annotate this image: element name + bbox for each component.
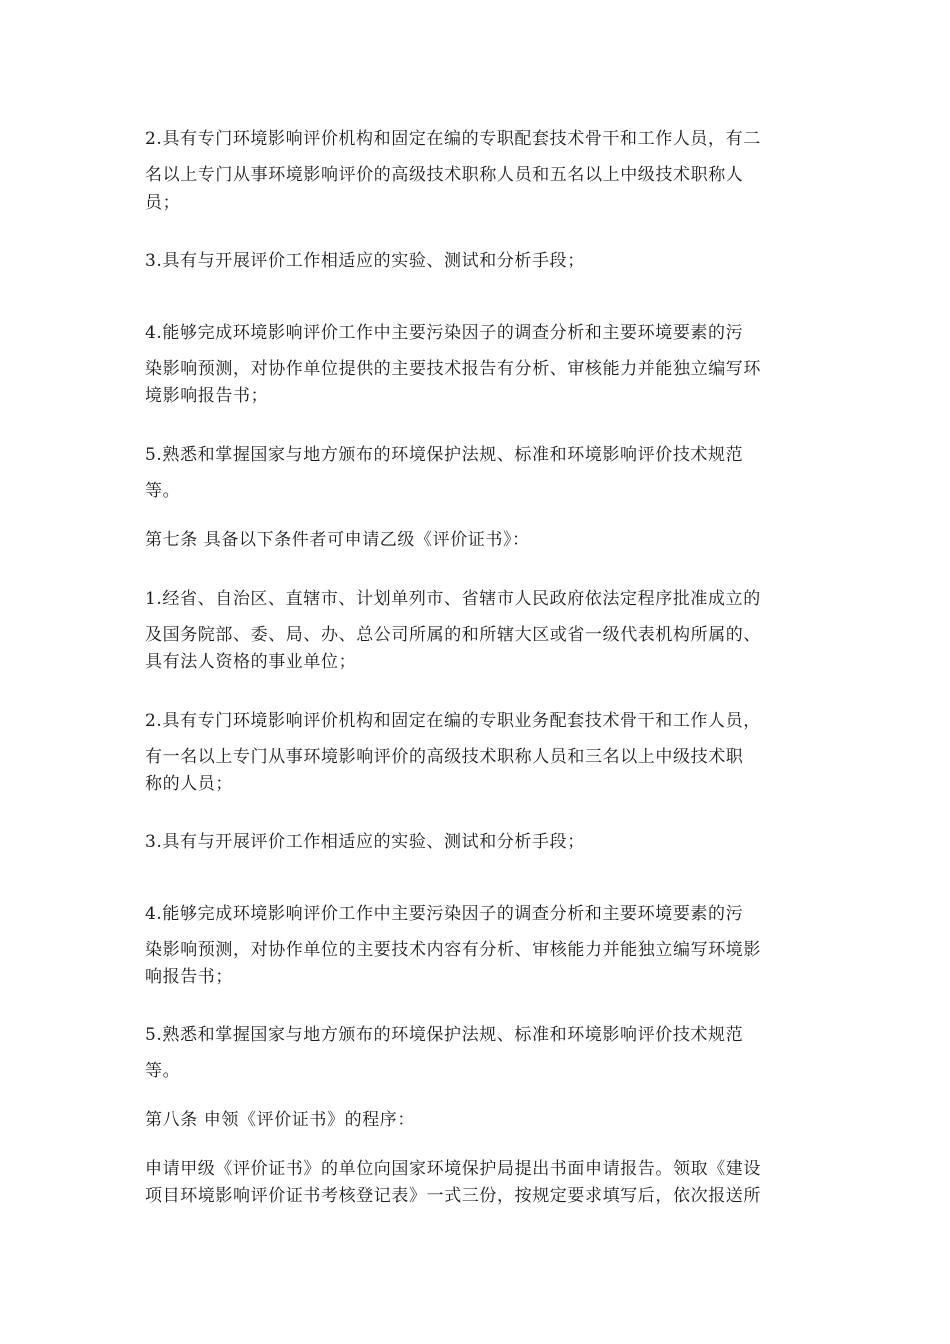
text-line: 5.熟悉和掌握国家与地方颁布的环境保护法规、标准和环境影响评价技术规范 (145, 445, 744, 465)
text-line: 及国务院部、委、局、办、总公司所属的和所辖大区或省一级代表机构所属的、 (145, 625, 761, 645)
text-line: 员； (145, 193, 181, 213)
text-line: 4.能够完成环境影响评价工作中主要污染因子的调查分析和主要环境要素的污 (145, 323, 744, 343)
text-line: 4.能够完成环境影响评价工作中主要污染因子的调查分析和主要环境要素的污 (145, 904, 744, 924)
text-line: 申请甲级《评价证书》的单位向国家环境保护局提出书面申请报告。领取《建设 (145, 1159, 761, 1179)
text-line: 1.经省、自治区、直辖市、计划单列市、省辖市人民政府依法定程序批准成立的 (145, 589, 761, 609)
text-line: 染影响预测，对协作单位提供的主要技术报告有分析、审核能力并能独立编写环 (145, 359, 761, 379)
text-line: 3.具有与开展评价工作相适应的实验、测试和分析手段； (145, 832, 585, 852)
text-line: 名以上专门从事环境影响评价的高级技术职称人员和五名以上中级技术职称人 (145, 165, 744, 185)
text-line: 3.具有与开展评价工作相适应的实验、测试和分析手段； (145, 251, 585, 271)
text-line: 称的人员； (145, 774, 233, 794)
text-line: 2.具有专门环境影响评价机构和固定在编的专职配套技术骨干和工作人员，有二 (145, 129, 761, 149)
text-line: 有一名以上专门从事环境影响评价的高级技术职称人员和三名以上中级技术职 (145, 747, 744, 767)
text-line: 项目环境影响评价证书考核登记表》一式三份，按规定要求填写后，依次报送所 (145, 1186, 761, 1206)
text-line: 等。 (145, 1061, 181, 1081)
article-heading: 第八条 申领《评价证书》的程序： (145, 1110, 416, 1130)
text-line: 等。 (145, 481, 181, 501)
text-line: 2.具有专门环境影响评价机构和固定在编的专职业务配套技术骨干和工作人员， (145, 711, 761, 731)
text-line: 染影响预测，对协作单位的主要技术内容有分析、审核能力并能独立编写环境影 (145, 940, 761, 960)
text-line: 境影响报告书； (145, 386, 269, 406)
text-line: 具有法人资格的事业单位； (145, 652, 357, 672)
text-line: 5.熟悉和掌握国家与地方颁布的环境保护法规、标准和环境影响评价技术规范 (145, 1025, 744, 1045)
text-line: 响报告书； (145, 967, 233, 987)
article-heading: 第七条 具备以下条件者可申请乙级《评价证书》： (145, 530, 530, 550)
